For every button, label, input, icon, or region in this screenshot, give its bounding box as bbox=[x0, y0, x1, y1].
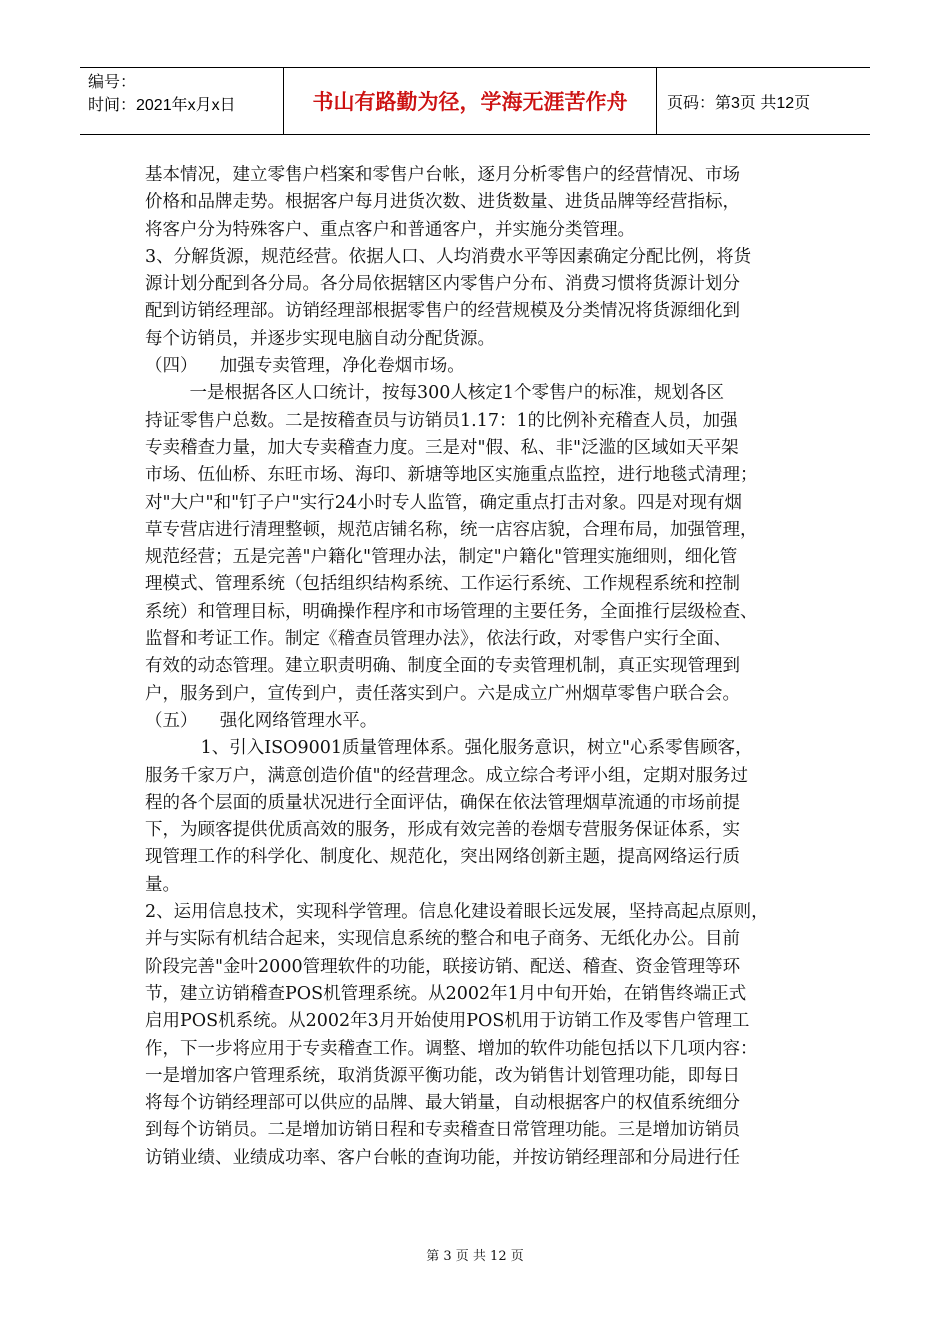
text-line: 2、运用信息技术，实现科学管理。信息化建设着眼长远发展，坚持高起点原则， bbox=[145, 902, 769, 923]
text-line: 1、引入ISO9001质量管理体系。强化服务意识，树立"心系零售顾客， bbox=[145, 738, 753, 759]
text-line: 规范经营；五是完善"户籍化"管理办法，制定"户籍化"管理实施细则，细化管 bbox=[145, 547, 738, 568]
text-line: 服务千家万户，满意创造价值"的经营理念。成立综合考评小组，定期对服务过 bbox=[145, 765, 749, 786]
text-line: 每个访销员，并逐步实现电脑自动分配货源。 bbox=[145, 328, 495, 349]
text-line: 持证零售户总数。二是按稽查员与访销员1.17：1的比例补充稽查人员，加强 bbox=[145, 410, 738, 431]
text-line: 价格和品牌走势。根据客户每月进货次数、进货数量、进货品牌等经营指标， bbox=[145, 192, 740, 213]
text-line: 将客户分为特殊客户、重点客户和普通客户，并实施分类管理。 bbox=[145, 219, 635, 240]
text-line: 下，为顾客提供优质高效的服务，形成有效完善的卷烟专营服务保证体系，实 bbox=[145, 820, 740, 841]
page-header bbox=[80, 67, 870, 135]
text-line: 监督和考证工作。制定《稽查员管理办法》，依法行政，对零售户实行全面、 bbox=[145, 629, 732, 650]
text-line: 专卖稽查力量，加大专卖稽查力度。三是对"假、私、非"泛滥的区域如天平架 bbox=[145, 437, 739, 458]
text-line: 节，建立访销稽查POS机管理系统。从2002年1月中旬开始，在销售终端正式 bbox=[145, 983, 747, 1004]
text-line: 3、分解货源，规范经营。依据人口、人均消费水平等因素确定分配比例，将货 bbox=[145, 246, 752, 267]
text-line: 程的各个层面的质量状况进行全面评估，确保在依法管理烟草流通的市场前提 bbox=[145, 792, 740, 813]
text-line: 将每个访销经理部可以供应的品牌、最大销量，自动根据客户的权值系统细分 bbox=[145, 1093, 740, 1114]
header-page-info: 页码：第3页 共12页 bbox=[667, 94, 811, 112]
text-line: 草专营店进行清理整顿，规范店铺名称，统一店容店貌，合理布局，加强管理， bbox=[145, 519, 758, 540]
text-line: 理模式、管理系统（包括组织结构系统、工作运行系统、工作规程系统和控制 bbox=[145, 574, 740, 595]
text-line: 对"大户"和"钉子户"实行24小时专人监管，确定重点打击对象。四是对现有烟 bbox=[145, 492, 742, 513]
text-line: 启用POS机系统。从2002年3月开始使用POS机用于访销工作及零售户管理工 bbox=[145, 1011, 750, 1032]
text-line: （四） 加强专卖管理，净化卷烟市场。 bbox=[145, 356, 465, 377]
text-line: 户，服务到户，宣传到户，责任落实到户。六是成立广州烟草零售户联合会。 bbox=[145, 683, 740, 704]
text-line: 到每个访销员。二是增加访销日程和专卖稽查日常管理功能。三是增加访销员 bbox=[145, 1120, 740, 1141]
header-number: 编号： bbox=[88, 74, 137, 91]
text-line: 一是增加客户管理系统，取消货源平衡功能，改为销售计划管理功能，即每日 bbox=[145, 1065, 740, 1086]
header-date: 时间：2021年x月x日 bbox=[88, 97, 236, 114]
text-line: （五） 强化网络管理水平。 bbox=[145, 710, 378, 731]
text-line: 源计划分配到各分局。各分局依据辖区内零售户分布、消费习惯将货源计划分 bbox=[145, 274, 740, 295]
text-line: 访销业绩、业绩成功率、客户台帐的查询功能，并按访销经理部和分局进行任 bbox=[145, 1147, 740, 1168]
text-line: 阶段完善"金叶2000管理软件的功能，联接访销、配送、稽查、资金管理等环 bbox=[145, 956, 741, 977]
text-line: 并与实际有机结合起来，实现信息系统的整合和电子商务、无纸化办公。目前 bbox=[145, 929, 740, 950]
document-body bbox=[145, 162, 805, 1172]
text-line: 配到访销经理部。访销经理部根据零售户的经营规模及分类情况将货源细化到 bbox=[145, 301, 740, 322]
header-motto: 书山有路勤为径，学海无涯苦作舟 bbox=[284, 68, 657, 134]
text-line: 系统）和管理目标，明确操作程序和市场管理的主要任务，全面推行层级检查、 bbox=[145, 601, 758, 622]
header-meta bbox=[80, 68, 284, 134]
text-line: 量。 bbox=[145, 874, 180, 895]
page-footer: 第 3 页 共 12 页 bbox=[426, 1249, 524, 1264]
text-line: 作，下一步将应用于专卖稽查工作。调整、增加的软件功能包括以下几项内容： bbox=[145, 1038, 758, 1059]
text-line: 一是根据各区人口统计，按每300人核定1个零售户的标准，规划各区 bbox=[145, 383, 725, 404]
text-line: 基本情况，建立零售户档案和零售户台帐，逐月分析零售户的经营情况、市场 bbox=[145, 165, 740, 185]
text-line: 市场、伍仙桥、东旺市场、海印、新塘等地区实施重点监控，进行地毯式清理； bbox=[145, 465, 758, 486]
text-line: 有效的动态管理。建立职责明确、制度全面的专卖管理机制，真正实现管理到 bbox=[145, 656, 740, 677]
text-line: 现管理工作的科学化、制度化、规范化，突出网络创新主题，提高网络运行质 bbox=[145, 847, 740, 868]
